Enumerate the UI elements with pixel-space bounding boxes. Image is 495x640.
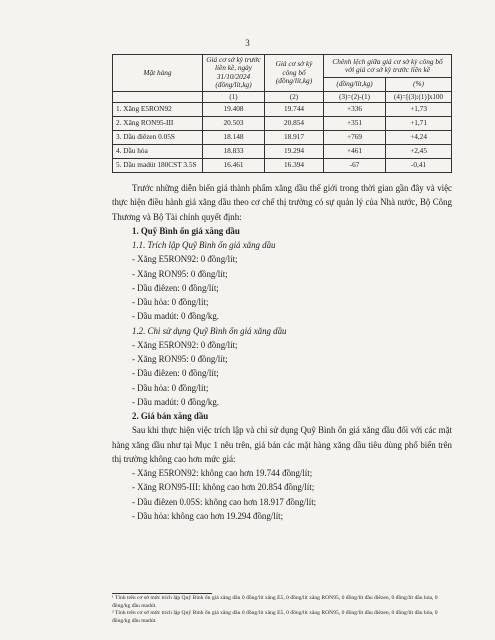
table-header-row	[113, 55, 452, 78]
price-table	[112, 54, 452, 173]
price-difference-pct: +4,24	[386, 130, 452, 144]
index-cell: (1)	[203, 91, 265, 102]
section-2-heading	[112, 409, 452, 423]
list-item: - Xăng RON95-III: không cao hơn 20.854 đồng/lít;	[132, 482, 315, 493]
previous-price: 18.148	[203, 130, 265, 144]
current-price: 20.854	[265, 116, 324, 130]
section-1-heading	[112, 224, 452, 238]
intro-paragraph: Trước những diễn biến giá thành phẩm xăng dầu thế giới trong thời gian gần đây và việc thực hiện điều hành giá xăng dầu theo cơ chế thị trường có sự quản lý của Nhà nước, Bộ Công Thương và Bộ Tài chính quyết định:	[112, 183, 452, 222]
previous-price: 16.461	[203, 158, 265, 172]
price-difference-pct: +1,73	[386, 102, 452, 116]
header-diff-unit-pct: (%)	[386, 78, 452, 91]
current-price: 19.294	[265, 144, 324, 158]
header-previous-price: Giá cơ sở kỳ trước liền kề, ngày 31/10/2024 (đồng/lít,kg)	[203, 55, 265, 92]
section-1-1-heading: 1.1. Trích lập Quỹ Bình ổn giá xăng dầu	[132, 240, 276, 250]
table-row	[113, 130, 452, 144]
previous-price: 18.833	[203, 144, 265, 158]
list-item: - Dầu madút: 0 đồng/kg.	[132, 311, 220, 322]
index-cell: (4)=[(3):(1)]x100	[386, 91, 452, 102]
list-item: - Dầu hỏa: 0 đồng/lít;	[132, 382, 209, 393]
document-body	[112, 181, 452, 523]
section-2-intro: Sau khi thực hiện việc trích lập và chi sử dụng Quỹ Bình ổn giá xăng dầu đối với các mặt hàng xăng dầu như tại Mục 1 nêu trên, giá bán các mặt hàng xăng dầu tiêu dùng phổ biến trên thị trường không cao hơn mức giá:	[112, 425, 452, 464]
list-item: - Dầu hỏa: 0 đồng/lít;	[132, 297, 209, 307]
price-difference: +351	[324, 116, 386, 130]
list-item: - Dầu hỏa: không cao hơn 19.294 đồng/lít;	[132, 510, 284, 521]
list-item: - Xăng RON95: 0 đồng/lít;	[132, 354, 228, 364]
list-item: - Xăng E5RON92: 0 đồng/lít;	[132, 339, 238, 350]
index-cell: (3)=(2)-(1)	[324, 91, 386, 102]
list-item: - Dầu madút: 0 đồng/kg.	[132, 396, 220, 407]
index-cell: (2)	[265, 91, 324, 102]
header-difference: Chênh lệch giữa giá cơ sở kỳ công bố với giá cơ sở kỳ trước liền kề	[324, 55, 452, 78]
table-row	[113, 158, 452, 172]
price-difference-pct: -0,41	[386, 158, 452, 172]
page-number: 3	[245, 38, 250, 48]
previous-price: 19.408	[203, 102, 265, 116]
previous-price: 20.503	[203, 116, 265, 130]
price-difference: +461	[324, 144, 386, 158]
section-1-title: 1. Quỹ Bình ổn giá xăng dầu	[132, 225, 240, 236]
footnotes	[112, 595, 452, 625]
header-current-price: Giá cơ sở kỳ công bố (đồng/lít,kg)	[265, 55, 324, 92]
list-item: - Dầu điêzen 0.05S: không cao hơn 18.917 đồng/lít;	[132, 496, 317, 507]
current-price: 19.744	[265, 102, 324, 116]
list-item: - Dầu điêzen: 0 đồng/lít;	[132, 282, 219, 293]
fuel-name: 1. Xăng E5RON92	[113, 102, 203, 116]
footnote-1: ¹ Tính trên cơ sở mức trích lập Quỹ Bình ổn giá xăng dầu 0 đồng/lít xăng E5, 0 đồng/lít xăng RON95, 0 đồng/lít dầu điêzen, 0 đồng/lít dầu hỏa, 0 đồng/kg dầu madút.	[112, 595, 438, 609]
header-item: Mặt hàng	[113, 55, 203, 92]
price-difference: +336	[324, 102, 386, 116]
list-item: - Dầu điêzen: 0 đồng/lít;	[132, 368, 219, 379]
list-item: - Xăng E5RON92: không cao hơn 19.744 đồng/lít;	[132, 468, 313, 478]
index-cell-empty	[113, 91, 203, 102]
section-2-title: 2. Giá bán xăng dầu	[132, 411, 209, 421]
header-diff-unit-abs: (đồng/lít,kg)	[324, 78, 386, 91]
list-item: - Xăng E5RON92: 0 đồng/lít;	[132, 254, 238, 265]
price-difference: -67	[324, 158, 386, 172]
price-difference-pct: +1,71	[386, 116, 452, 130]
footnote-divider	[112, 593, 212, 594]
table-row	[113, 116, 452, 130]
current-price: 16.394	[265, 158, 324, 172]
footnote-2: ² Tính trên cơ sở mức trích lập Quỹ Bình ổn giá xăng dầu 0 đồng/lít xăng E5, 0 đồng/lít xăng RON95, 0 đồng/lít dầu điêzen, 0 đồng/lít dầu hỏa, 0 đồng/kg dầu madút.	[112, 610, 438, 624]
fuel-name: 3. Dầu điêzen 0.05S	[113, 130, 203, 144]
table-row	[113, 144, 452, 158]
fuel-name: 5. Dầu madút 180CST 3.5S	[113, 158, 203, 172]
table-row	[113, 102, 452, 116]
price-difference: +769	[324, 130, 386, 144]
fuel-name: 4. Dầu hỏa	[113, 144, 203, 158]
table-index-row	[113, 91, 452, 102]
fuel-name: 2. Xăng RON95-III	[113, 116, 203, 130]
price-difference-pct: +2,45	[386, 144, 452, 158]
list-item: - Xăng RON95: 0 đồng/lít;	[132, 268, 228, 279]
current-price: 18.917	[265, 130, 324, 144]
section-1-2-heading: 1.2. Chi sử dụng Quỹ Bình ổn giá xăng dầu	[132, 325, 287, 336]
